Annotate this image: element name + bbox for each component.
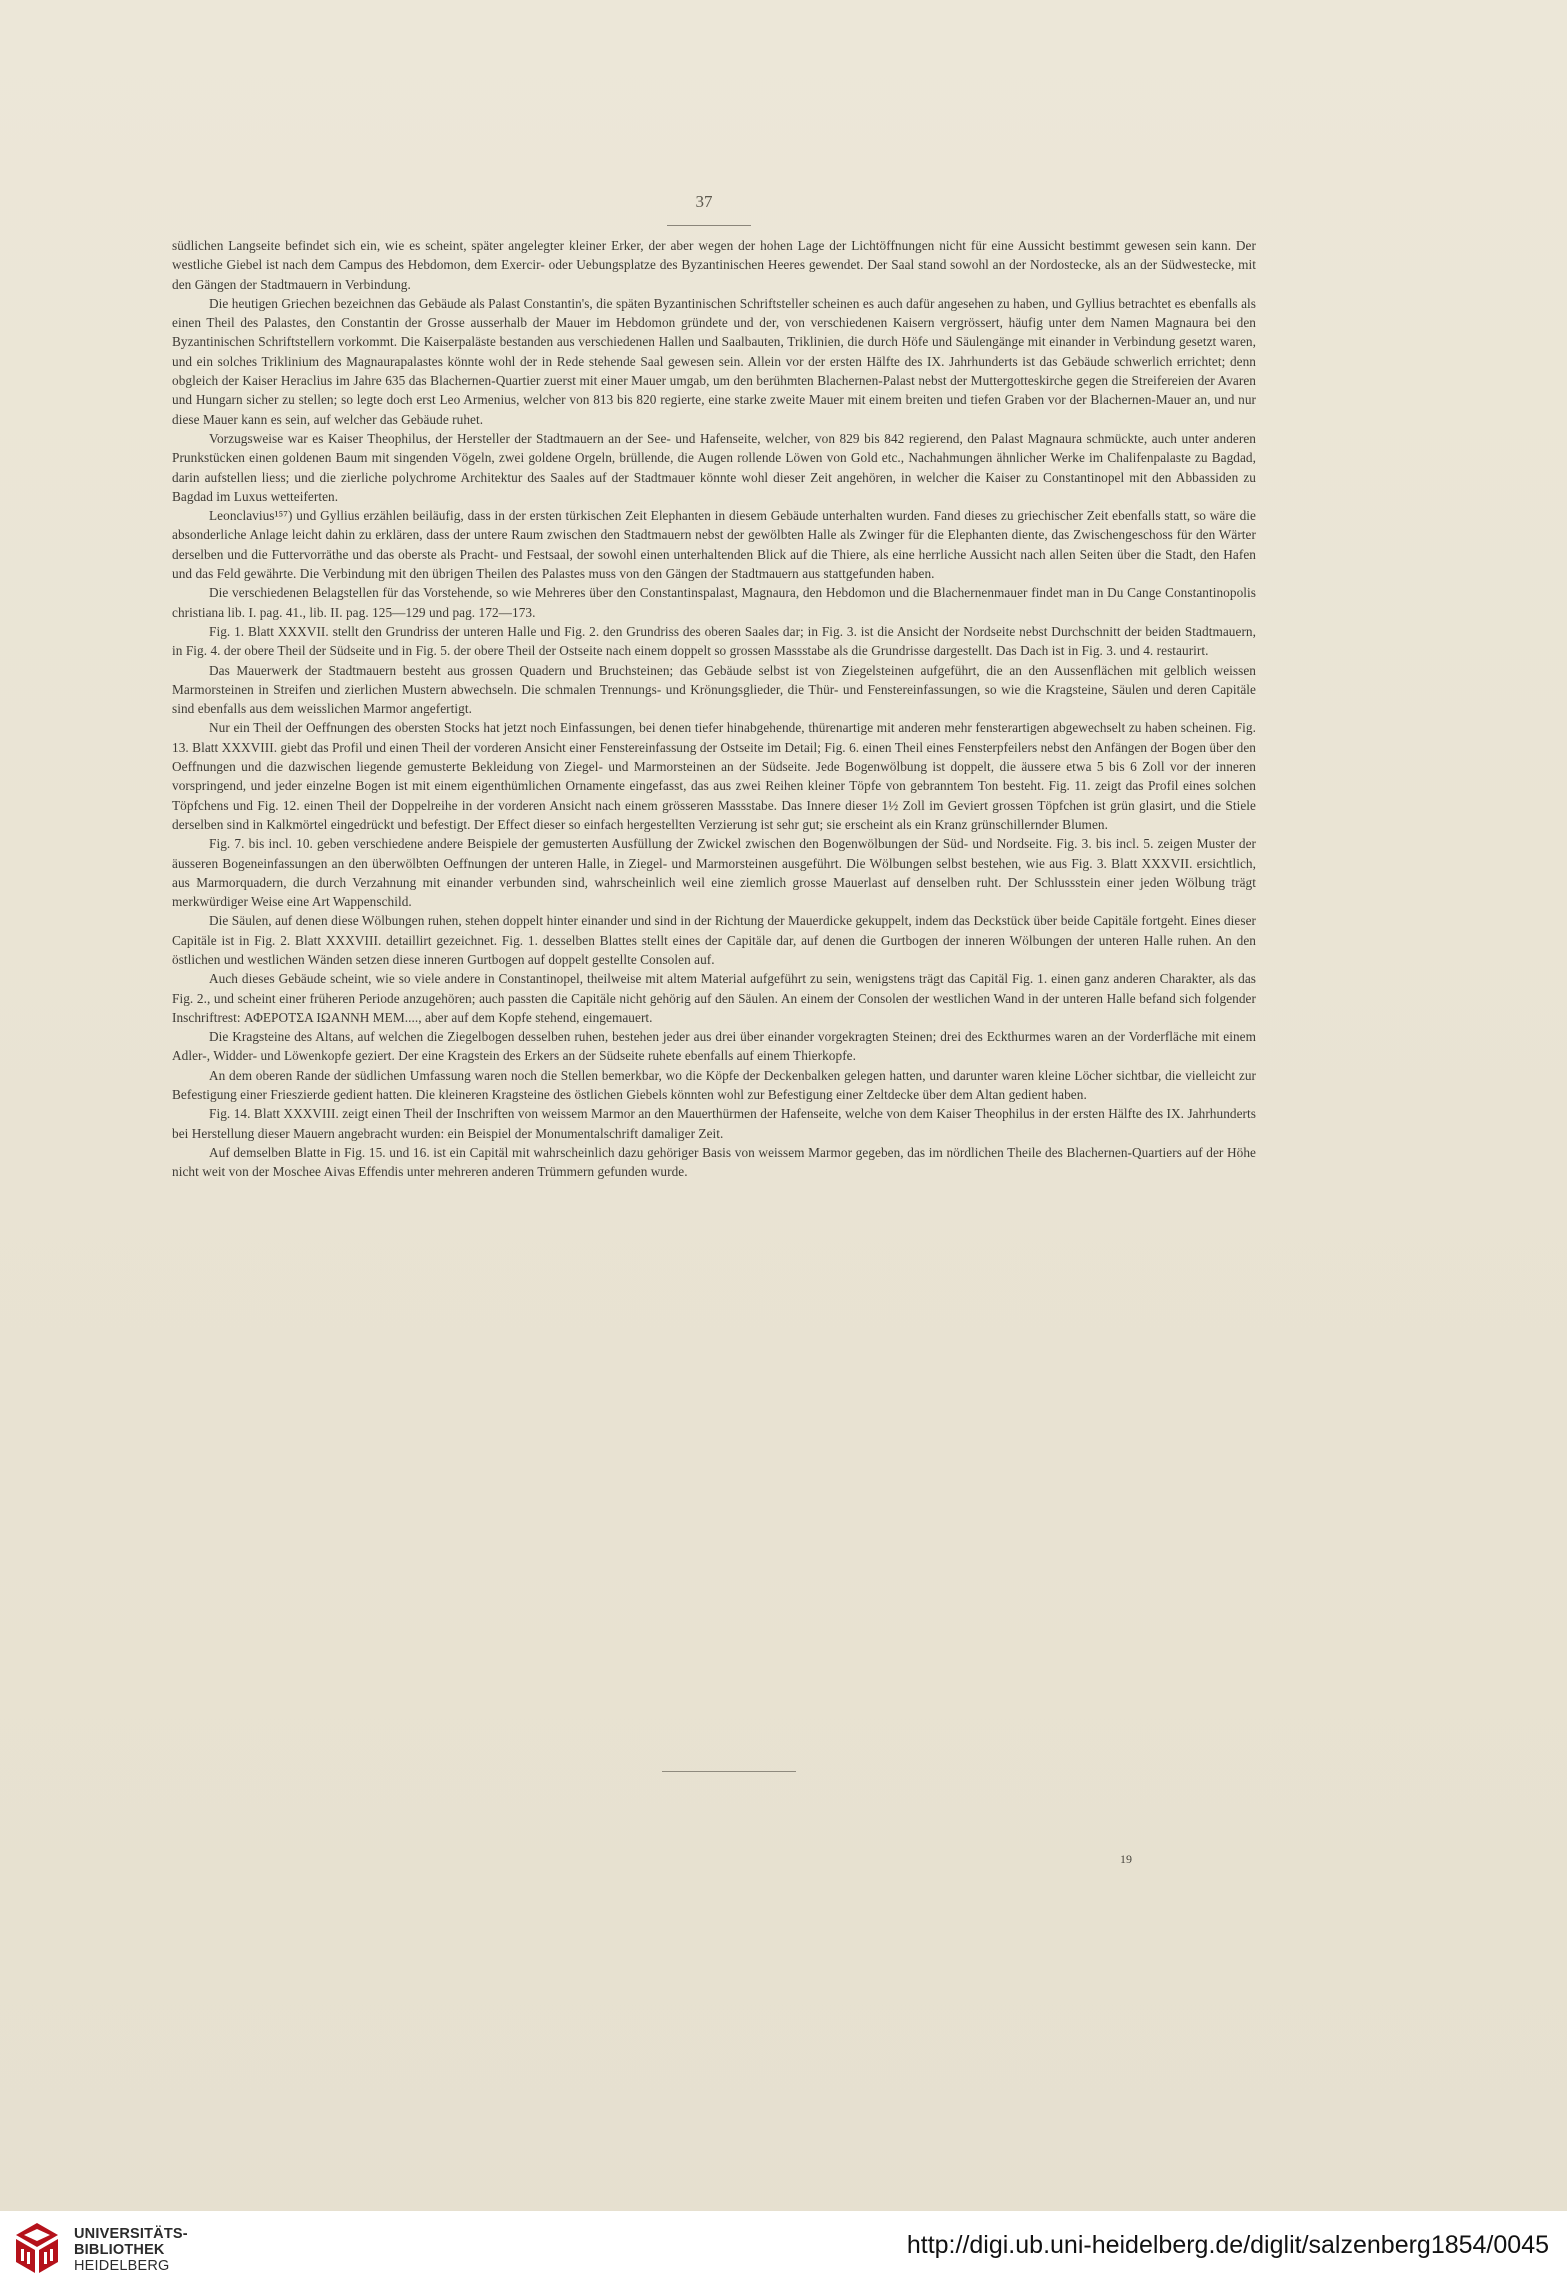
library-name-line-3: HEIDELBERG	[74, 2258, 170, 2274]
body-text	[172, 236, 1256, 1182]
paragraph: Die Säulen, auf denen diese Wölbungen ruhen, stehen doppelt hinter einander und sind in der Richtung der Mauerdicke gekuppelt, indem das Deckstück über beide Capitäle fortgeht. Eines dieser Capitäle ist in Fig. 2. Blatt XXXVIII. detaillirt gezeichnet. Fig. 1. desselben Blattes stellt eines der Capitäle dar, auf denen die Gurtbogen der inneren Wölbungen der unteren Halle ruhen. An den östlichen und westlichen Wänden setzen diese inneren Gurtbogen auf doppelt gestellte Consolen auf.	[172, 913, 1256, 967]
paragraph: Fig. 1. Blatt XXXVII. stellt den Grundriss der unteren Halle und Fig. 2. den Grundriss des oberen Saales dar; in Fig. 3. ist die Ansicht der Nordseite nebst Durchschnitt der beiden Stadtmauern, in Fig. 4. der obere Theil der Südseite und in Fig. 5. der obere Theil der Ostseite nach einem doppelt so grossen Massstabe als die Grundrisse dargestellt. Das Dach ist in Fig. 3. und 4. restaurirt.	[172, 623, 1256, 659]
end-rule	[662, 1771, 796, 1772]
paragraph: Die heutigen Griechen bezeichnen das Gebäude als Palast Constantin's, die späten Byzantinischen Schriftsteller scheinen es auch dafür angesehen zu haben, und Gyllius betrachtet es ebenfalls als einen Theil des Palastes, den Constantin der Grosse ausserhalb der Mauer im Hebdomon gründete und der, von verschiedenen Kaisern vergrössert, häufig unter dem Namen Magnaura bei den Byzantinischen Schriftstellern vorkommt. Die Kaiserpaläste bestanden aus verschiedenen Hallen und Saalbauten, Triklinien, die durch Höfe und Säulengänge mit einander in Verbindung gesetzt waren, und ein solches Triklinium des Magnaurapalastes könnte wohl der in Rede stehende Saal gewesen sein. Allein vor der ersten Hälfte des IX. Jahrhunderts ist das Gebäude schwerlich errichtet; denn obgleich der Kaiser Heraclius im Jahre 635 das Blachernen-Quartier zuerst mit einer Mauer umgab, um den berühmten Blachernen-Palast nebst der Muttergotteskirche gegen die Streifereien der Avaren und Hungarn sicher zu stellen; so legte doch erst Leo Armenius, welcher von 813 bis 820 regierte, eine starke zweite Mauer mit einem breiten und tiefen Graben vor der Blachernen-Mauer an, und nur diese Mauer kann es sein, auf welcher das Gebäude ruhet.	[172, 295, 1256, 427]
library-name-line-1: UNIVERSITÄTS-	[74, 2226, 188, 2242]
paragraph: Das Mauerwerk der Stadtmauern besteht aus grossen Quadern und Bruchsteinen; das Gebäude selbst ist von Ziegelsteinen aufgeführt, die an den Aussenflächen mit gelblich weissen Marmorsteinen in Streifen und zierlichen Mustern abwechseln. Die schmalen Trennungs- und Krönungsglieder, die Thür- und Fenstereinfassungen, so wie die Kragsteine, Säulen und deren Capitäle sind ebenfalls aus dem weisslichen Marmor angefertigt.	[172, 662, 1256, 717]
paragraph: Leonclavius¹⁵⁷) und Gyllius erzählen beiläufig, dass in der ersten türkischen Zeit Elephanten in diesem Gebäude unterhalten wurden. Fand dieses zu griechischer Zeit ebenfalls statt, so wäre die absonderliche Anlage leicht dahin zu erklären, dass der untere Raum zwischen den Stadtmauern nebst der gewölbten Halle als Zwinger für die Elephanten diente, das Zwischengeschoss für den Wärter derselben und die Futtervorräthe und das oberste als Pracht- und Festsaal, der sowohl einen unterhaltenden Blick auf die Thiere, als eine herrliche Aussicht nach allen Seiten über die Stadt, den Hafen und das Feld gewährte. Die Verbindung mit den übrigen Theilen des Palastes muss von den Gängen der Stadtmauern aus stattgefunden haben.	[172, 508, 1256, 582]
paragraph: Fig. 7. bis incl. 10. geben verschiedene andere Beispiele der gemusterten Ausfüllung der Zwickel zwischen den Bogenwölbungen der Süd- und Nordseite. Fig. 3. bis incl. 5. zeigen Muster der äusseren Bogeneinfassungen an den überwölbten Oeffnungen der unteren Halle, in Ziegel- und Marmorsteinen ausgeführt. Die Wölbungen selbst bestehen, wie aus Fig. 3. Blatt XXXVII. ersichtlich, aus Marmorquadern, die durch Verzahnung mit einander verbunden sind, wahrscheinlich weil eine ziemlich grosse Mauerlast auf denselben ruht. Der Schlussstein einer jeden Wölbung trägt merkwürdiger Weise eine Art Wappenschild.	[172, 836, 1256, 910]
paragraph: An dem oberen Rande der südlichen Umfassung waren noch die Stellen bemerkbar, wo die Köpfe der Deckenbalken gelegen hatten, und darunter waren kleine Löcher sichtbar, die vielleicht zur Befestigung einer Frieszierde gedient hatten. Die kleineren Kragsteine des östlichen Giebels könnten wohl zur Befestigung einer Zeltdecke über dem Altan gedient haben.	[172, 1067, 1256, 1103]
header-rule	[667, 225, 751, 226]
paragraph: Die Kragsteine des Altans, auf welchen die Ziegelbogen desselben ruhen, bestehen jeder aus drei über einander vorgekragten Steinen; drei des Eckthurmes waren an der Vorderfläche mit einem Adler-, Widder- und Löwenkopfe geziert. Der eine Kragstein des Erkers an der Südseite ruhete ebenfalls auf einem Thierkopfe.	[172, 1029, 1256, 1064]
paragraph: Nur ein Theil der Oeffnungen des obersten Stocks hat jetzt noch Einfassungen, bei denen tiefer hinabgehende, thürenartige mit anderen mehr fensterartigen abgewechselt zu haben scheinen. Fig. 13. Blatt XXXVIII. giebt das Profil und einen Theil der vorderen Ansicht einer Fenstereinfassung der Ostseite im Detail; Fig. 6. einen Theil eines Fensterpfeilers nebst den Anfängen der Bogen über den Oeffnungen und die dazwischen liegende gemusterte Bekleidung von Ziegel- und Marmorsteinen an der Südseite. Jede Bogenwölbung ist doppelt, die äussere etwa 5 bis 6 Zoll vor der inneren vorspringend, und jeder einzelne Bogen ist mit einem eigenthümlichen Ornamente eingefasst, das aus zwei Reihen kleiner Töpfe von gebranntem Ton besteht. Fig. 11. zeigt das Profil eines solchen Töpfchens und Fig. 12. einen Theil der Doppelreihe in der vorderen Ansicht nach einem grösseren Massstabe. Das Innere dieser 1½ Zoll im Geviert grossen Töpfchen ist grün glasirt, und die Stiele derselben sind in Kalkmörtel eingedrückt und befestigt. Der Effect dieser so einfach hergestellten Verzierung ist sehr gut; sie erscheint als ein Kranz grünschillernder Blumen.	[172, 720, 1256, 832]
paragraph: Die verschiedenen Belagstellen für das Vorstehende, so wie Mehreres über den Constantinspalast, Magnaura, den Hebdomon und die Blachernenmauer findet man in Du Cange Constantinopolis christiana lib. I. pag. 41., lib. II. pag. 125—129 und pag. 172—173.	[172, 585, 1256, 620]
library-name-line-2: BIBLIOTHEK	[74, 2242, 165, 2258]
paragraph: Auch dieses Gebäude scheint, wie so viele andere in Constantinopel, theilweise mit altem Material aufgeführt zu sein, wenigstens trägt das Capitäl Fig. 1. einen ganz anderen Charakter, als das Fig. 2., und scheint einer früheren Periode anzugehören; auch passten die Capitäle nicht gehörig auf den Säulen. An einem der Consolen der westlichen Wand in der unteren Halle befand sich folgender Inschriftrest: ΑΦΕΡΟΤΣΑ ΙΩΑΝΝΗ ΜΕΜ...., aber auf dem Kopfe stehend, eingemauert.	[172, 971, 1256, 1025]
source-url-link[interactable]: http://digi.ub.uni-heidelberg.de/diglit/salzenberg1854/0045	[906, 2231, 1549, 2259]
page-number: 37	[695, 192, 713, 211]
paragraph: Vorzugsweise war es Kaiser Theophilus, der Hersteller der Stadtmauern an der See- und Hafenseite, welcher, von 829 bis 842 regierend, den Palast Magnaura schmückte, auch unter anderen Prunkstücken einen goldenen Baum mit singenden Vögeln, zwei goldene Orgeln, brüllende, die Augen rollende Löwen von Gold etc., Nachahmungen ähnlicher Werke im Chalifenpalaste zu Bagdad, darin aufstellen liess; und die zierliche polychrome Architektur des Saales auf der Stadtmauer könnte wohl dieser Zeit angehören, in welcher die Kaiser zu Constantinopel mit den Abbassiden zu Bagdad im Luxus wetteiferten.	[172, 430, 1256, 504]
university-library-logo-icon	[14, 2221, 60, 2275]
footer-bar	[0, 2211, 1567, 2285]
paragraph: Fig. 14. Blatt XXXVIII. zeigt einen Theil der Inschriften von weissem Marmor an den Mauerthürmen der Hafenseite, welche von dem Kaiser Theophilus in der ersten Hälfte des IX. Jahrhunderts bei Herstellung dieser Mauern angebracht wurden: ein Beispiel der Monumentalschrift damaliger Zeit.	[172, 1106, 1256, 1141]
paragraph: südlichen Langseite befindet sich ein, wie es scheint, später angelegter kleiner Erker, der aber wegen der hohen Lage der Lichtöffnungen nicht für eine Aussicht bestimmt gewesen sein kann. Der westliche Giebel ist nach dem Campus des Hebdomon, dem Exercir- oder Uebungsplatze des Byzantinischen Heeres gewendet. Der Saal stand sowohl an der Nordostecke, als an der Südwestecke, mit den Gängen der Stadtmauern in Verbindung.	[172, 238, 1256, 292]
signature-mark: 19	[1120, 1852, 1132, 1866]
library-name	[74, 2226, 188, 2274]
paragraph: Auf demselben Blatte in Fig. 15. und 16. ist ein Capitäl mit wahrscheinlich dazu gehöriger Basis von weissem Marmor gegeben, das im nördlichen Theile des Blachernen-Quartiers auf der Höhe nicht weit von der Moschee Aivas Effendis unter mehreren anderen Trümmern gefunden wurde.	[172, 1144, 1256, 1180]
